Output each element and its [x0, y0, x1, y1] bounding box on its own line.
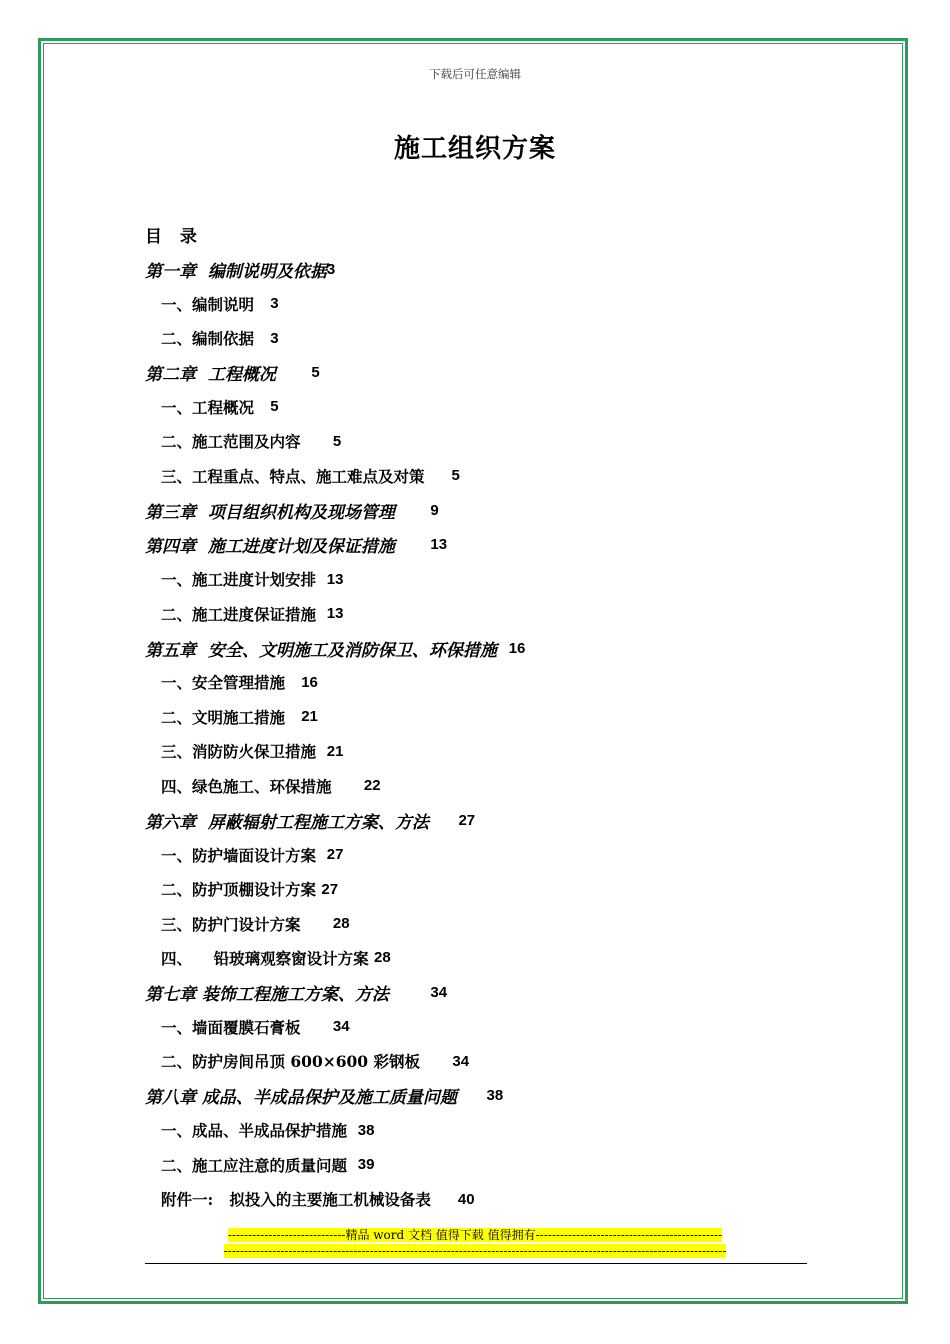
toc-page-number: 34: [430, 983, 448, 1001]
toc-entry-label: 三、防护门设计方案: [161, 914, 333, 934]
toc-section-entry[interactable]: [145, 424, 805, 458]
toc-entry-label: 一、工程概况: [161, 397, 271, 417]
toc-section-entry[interactable]: [145, 769, 805, 803]
toc-section-entry[interactable]: [145, 872, 805, 906]
toc-heading: 目 录: [145, 227, 203, 247]
toc-entry-label: 三、消防防火保卫措施: [161, 742, 327, 762]
toc-entry-label: 二、施工应注意的质量问题: [161, 1155, 358, 1175]
toc-section-entry[interactable]: [145, 1010, 805, 1044]
toc-entry-label: 第六章 屏蔽辐射工程施工方案、方法: [145, 812, 459, 833]
toc-page-number: 5: [332, 432, 342, 450]
toc-page-number: 34: [332, 1018, 350, 1036]
toc-entry-label: 三、工程重点、特点、施工难点及对策: [161, 466, 452, 486]
footer-dashes: [0, 1244, 950, 1259]
toc-page-number: 21: [326, 742, 344, 760]
footer-banner-text: -----------------------------精品 word 文档 值得下载 值得拥有----------------------------------------------: [227, 1228, 723, 1242]
toc-entry-label: 第二章 工程概况: [145, 365, 312, 386]
toc-section-entry[interactable]: [145, 1147, 805, 1181]
toc-section-entry[interactable]: [145, 390, 805, 424]
toc-chapter-entry[interactable]: [145, 1079, 805, 1113]
toc-page-number: 13: [326, 605, 344, 623]
toc-page-number: 13: [430, 536, 448, 554]
page-title: 施工组织方案: [393, 134, 556, 164]
toc-page-number: 3: [326, 260, 336, 278]
toc-section-entry[interactable]: [145, 1044, 805, 1078]
toc-section-entry[interactable]: [145, 562, 805, 596]
toc-entry-label: 四、 铅玻璃观察窗设计方案: [161, 948, 374, 968]
footer-dashes-text: ----------------------------------------------------------------------------------------------------------------------------: [223, 1244, 727, 1258]
toc-section-entry[interactable]: [145, 596, 805, 630]
toc-page-number: 28: [373, 949, 391, 967]
toc-page-number: 38: [486, 1087, 504, 1105]
toc-section-entry[interactable]: [145, 906, 805, 940]
toc-entry-label: 二、防护顶棚设计方案: [161, 880, 322, 900]
toc-section-entry[interactable]: [145, 1113, 805, 1147]
toc-chapter-entry[interactable]: [145, 493, 805, 527]
toc-section-entry[interactable]: [145, 321, 805, 355]
toc-entry-label: 第三章 项目组织机构及现场管理: [145, 502, 431, 523]
toc-entry-label: 一、墙面覆膜石膏板: [161, 1017, 333, 1037]
toc-page-number: 16: [301, 673, 318, 691]
toc-entry-label: 二、施工范围及内容: [161, 432, 333, 452]
toc-section-entry[interactable]: [145, 459, 805, 493]
toc-entry-label: 四、绿色施工、环保措施: [161, 776, 364, 796]
toc-entry-label: 二、防护房间吊顶 600×600 彩钢板: [161, 1052, 453, 1072]
toc-entry-label: 二、文明施工措施: [161, 707, 302, 727]
toc-section-entry[interactable]: [145, 941, 805, 975]
toc-entry-label: 一、施工进度计划安排: [161, 570, 327, 590]
table-of-contents: [145, 252, 805, 1216]
toc-page-number: 34: [452, 1052, 470, 1070]
header-note: 下载后可任意编辑: [429, 67, 521, 81]
toc-chapter-entry[interactable]: [145, 355, 805, 389]
toc-page-number: 21: [301, 708, 318, 726]
toc-entry-label: 二、编制依据: [161, 329, 271, 349]
toc-section-entry[interactable]: [145, 286, 805, 320]
toc-page-number: 5: [311, 364, 320, 382]
toc-page-number: 13: [326, 570, 344, 588]
toc-section-entry[interactable]: [145, 665, 805, 699]
toc-chapter-entry[interactable]: [145, 803, 805, 837]
toc-entry-label: 第七章 装饰工程施工方案、方法: [145, 984, 431, 1005]
toc-section-entry[interactable]: [145, 837, 805, 871]
toc-section-entry[interactable]: [145, 1182, 805, 1216]
toc-page-number: 5: [451, 467, 460, 485]
toc-chapter-entry[interactable]: [145, 975, 805, 1009]
toc-page-number: 28: [332, 915, 350, 933]
toc-entry-label: 一、成品、半成品保护措施: [161, 1121, 358, 1141]
toc-section-entry[interactable]: [145, 734, 805, 768]
toc-chapter-entry[interactable]: [145, 631, 805, 665]
toc-entry-label: 第八章 成品、半成品保护及施工质量问题: [145, 1088, 487, 1109]
toc-entry-label: 第一章 编制说明及依据: [145, 261, 327, 282]
toc-page-number: 16: [508, 639, 526, 657]
toc-page-number: 27: [458, 811, 476, 829]
toc-entry-label: 附件一: 拟投入的主要施工机械设备表: [161, 1190, 458, 1210]
toc-entry-label: 第五章 安全、文明施工及消防保卫、环保措施: [145, 640, 509, 661]
toc-page-number: 3: [270, 295, 279, 313]
toc-page-number: 3: [270, 329, 279, 347]
toc-page-number: 27: [326, 846, 344, 864]
toc-entry-label: 二、施工进度保证措施: [161, 604, 327, 624]
toc-page-number: 9: [430, 501, 439, 519]
toc-page-number: 39: [357, 1156, 375, 1174]
footer-banner: [0, 1228, 950, 1243]
toc-page-number: 38: [357, 1121, 375, 1139]
toc-section-entry[interactable]: [145, 700, 805, 734]
toc-entry-label: 一、安全管理措施: [161, 673, 302, 693]
toc-page-number: 27: [321, 880, 339, 898]
toc-entry-label: 一、编制说明: [161, 294, 271, 314]
toc-entry-label: 一、防护墙面设计方案: [161, 845, 327, 865]
toc-page-number: 40: [457, 1190, 475, 1208]
footer-rule: [145, 1263, 807, 1264]
toc-chapter-entry[interactable]: [145, 252, 805, 286]
toc-chapter-entry[interactable]: [145, 528, 805, 562]
toc-page-number: 22: [363, 777, 381, 795]
toc-entry-label: 第四章 施工进度计划及保证措施: [145, 537, 431, 558]
toc-page-number: 5: [270, 398, 279, 416]
